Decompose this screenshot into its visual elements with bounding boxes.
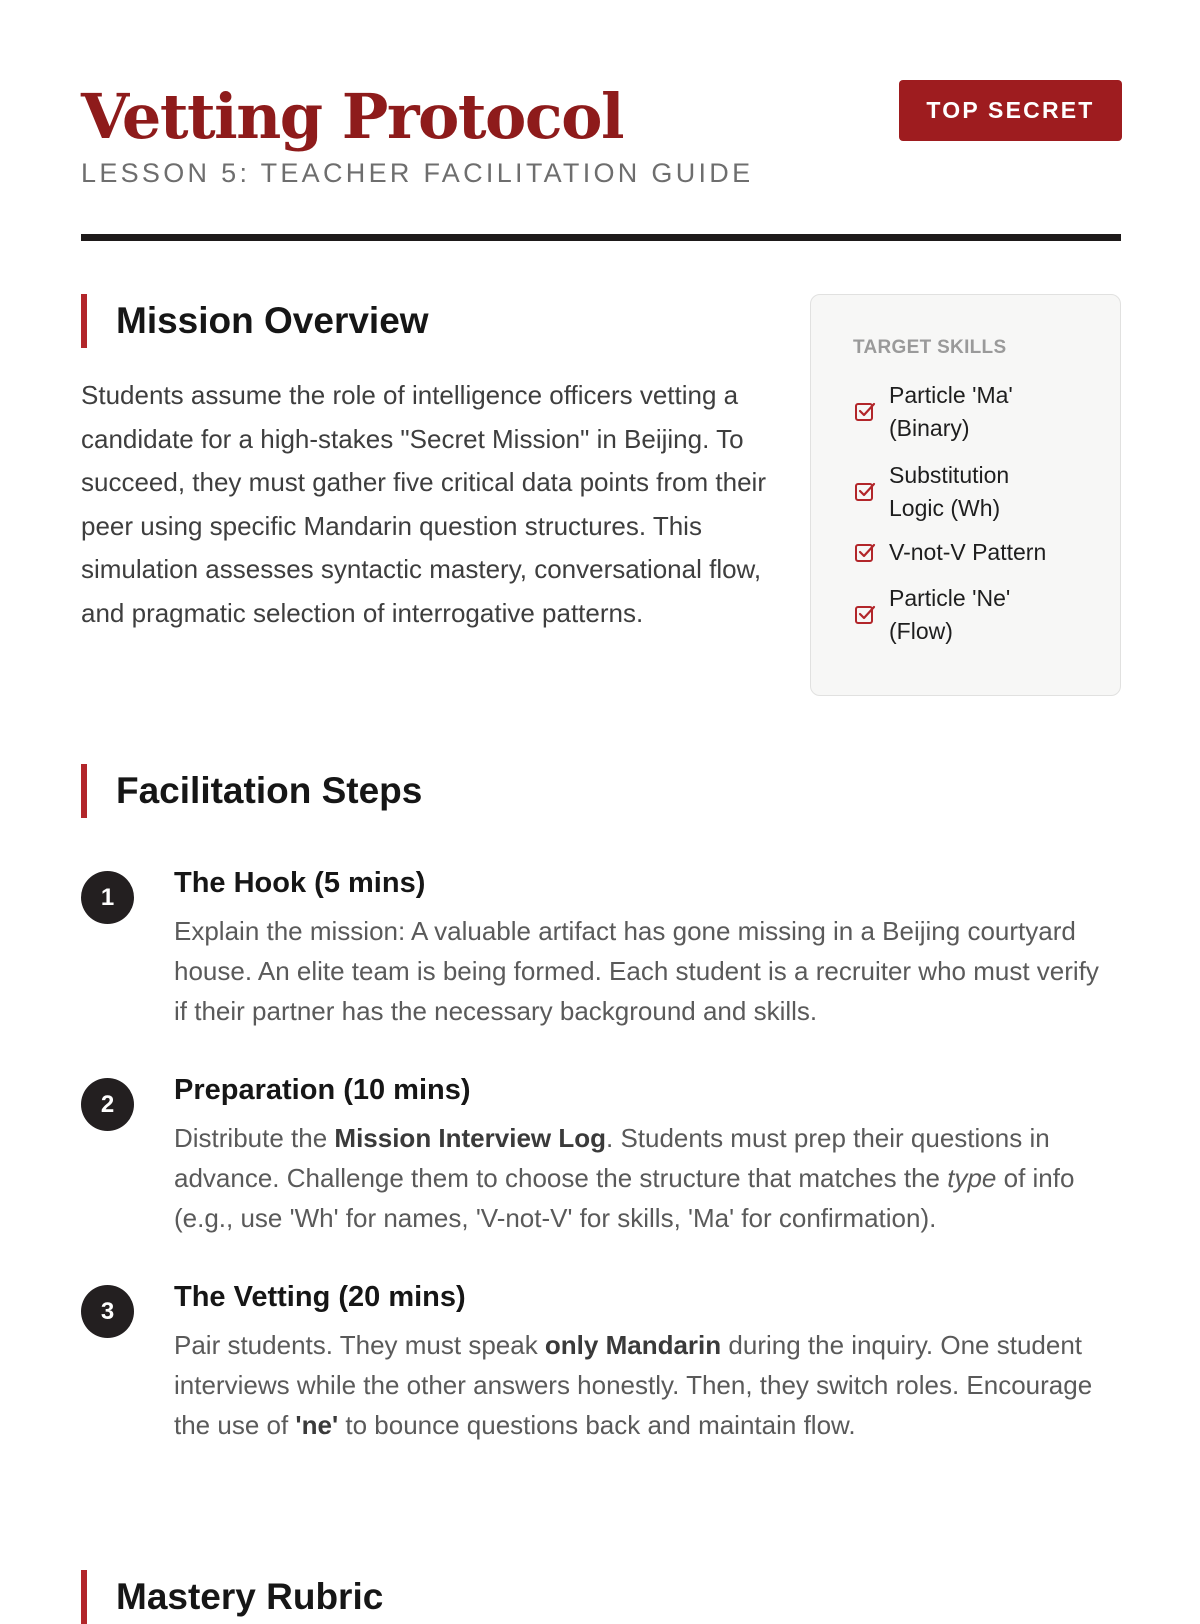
step-title: Preparation (10 mins) — [174, 1074, 471, 1106]
skill-label: Substitution Logic (Wh) — [889, 462, 1010, 521]
skill-label: V-not-V Pattern — [889, 539, 1047, 565]
target-skills-label: TARGET SKILLS — [853, 337, 1007, 358]
skill-label: Particle 'Ne' (Flow) — [889, 585, 1011, 644]
page-title: Vetting Protocol — [81, 80, 623, 153]
page-subtitle: LESSON 5: TEACHER FACILITATION GUIDE — [81, 158, 754, 188]
classification-badge: TOP SECRET — [899, 80, 1122, 141]
step-text: Pair students. They must speak — [174, 1330, 545, 1360]
step-text-emphasis: 'ne' — [295, 1410, 339, 1440]
step-title: The Vetting (20 mins) — [174, 1281, 466, 1313]
step-text: . Students must prep their questions in advance. Challenge them to choose the structure that matches the — [174, 1123, 1050, 1193]
checkbox-icon — [853, 480, 877, 504]
mission-overview-text: Students assume the role of intelligence officers vetting a candidate for a high-stakes "Secret Mission" in Beijing. To succeed, they must gather five critical data points from their peer using specific Mandarin question structures. This simulation assesses syntactic mastery, conversational flow, and pragmatic selection of interrogative patterns. — [81, 380, 766, 628]
checkbox-icon — [853, 603, 877, 627]
target-skills-card — [810, 294, 1121, 696]
step-description — [174, 1118, 1119, 1238]
mission-overview-heading: Mission Overview — [81, 294, 429, 348]
step-text-italic: type — [947, 1163, 997, 1193]
header-divider — [81, 234, 1121, 241]
skill-item — [853, 536, 1093, 569]
step-number-badge: 1 — [81, 871, 134, 924]
step-description — [174, 1325, 1119, 1445]
skill-item — [853, 459, 1043, 525]
checkbox-icon — [853, 400, 877, 424]
step-title: The Hook (5 mins) — [174, 867, 426, 899]
skill-item — [853, 582, 1043, 648]
mastery-rubric-heading: Mastery Rubric — [81, 1570, 383, 1624]
step-text: during the inquiry. One student interviews while the other answers honestly. Then, they switch roles. Encourage the use of — [174, 1330, 1093, 1440]
step-description: Explain the mission: A valuable artifact has gone missing in a Beijing courtyard house. An elite team is being formed. Each student is a recruiter who must verify if their partner has the necessary background and skills. — [174, 916, 1099, 1026]
step-number-badge: 3 — [81, 1285, 134, 1338]
step-text-emphasis: Mission Interview Log — [334, 1123, 606, 1153]
step-text: to bounce questions back and maintain flow. — [338, 1410, 856, 1440]
facilitation-steps-heading: Facilitation Steps — [81, 764, 422, 818]
skill-item — [853, 379, 1043, 445]
step-text: Distribute the — [174, 1123, 335, 1153]
step-number-badge: 2 — [81, 1078, 134, 1131]
skill-label: Particle 'Ma' (Binary) — [889, 382, 1013, 441]
step-text-emphasis: only Mandarin — [544, 1330, 722, 1360]
checkbox-icon — [853, 541, 877, 565]
step-text: of info (e.g., use 'Wh' for names, 'V-not-V' for skills, 'Ma' for confirmation). — [174, 1163, 1075, 1233]
